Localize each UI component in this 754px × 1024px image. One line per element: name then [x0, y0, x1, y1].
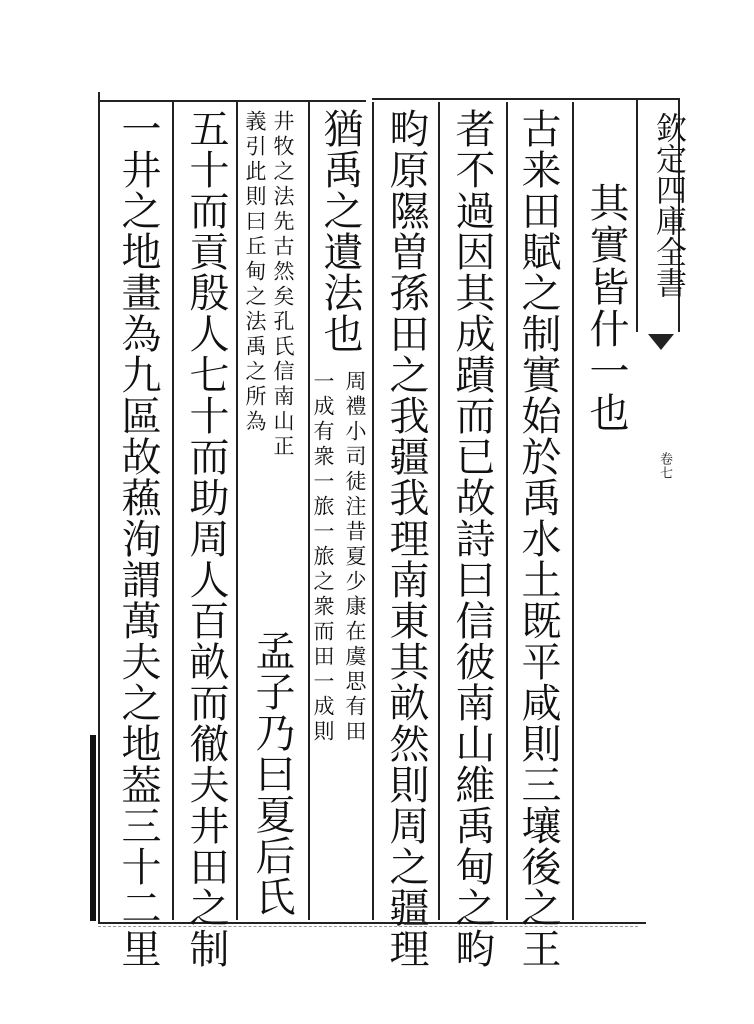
column-divider [438, 102, 440, 920]
column-divider [572, 102, 574, 920]
top-rule-right [372, 98, 638, 100]
text-column-3: 畇原隰曽孫田之我疆我理南東其畝然則周之疆理 [383, 108, 429, 969]
column-divider [372, 102, 374, 920]
text-column-5: 孟子乃曰夏后氏 [249, 630, 295, 917]
text-column-6: 五十而貢殷人七十而助周人百畝而徹夫井田之制 [183, 108, 229, 969]
column-divider [172, 102, 174, 920]
annotation-column-4a: 周禮小司徒注昔夏少康在虞思有田 [343, 370, 367, 745]
column-divider [308, 102, 310, 920]
column-divider [506, 102, 508, 920]
text-column-4: 猶禹之遺法也 [317, 108, 363, 354]
text-column-1: 古来田賦之制實始於禹水土既平咸則三壤後之王 [515, 108, 561, 969]
column-divider [236, 102, 238, 920]
top-rule-left [98, 100, 366, 102]
annotation-column-5a: 井牧之法先古然矣孔氏信南山正 [271, 110, 295, 460]
margin-title: 欽定四庫全書 [650, 112, 686, 298]
juan-number: 卷七 [657, 452, 672, 480]
fishtail-mark [648, 334, 674, 350]
annotation-column-5b: 義引此則曰丘甸之法禹之所為 [243, 110, 267, 435]
text-column-7: 一井之地畫為九區故蘓洵謂萬夫之地葢三十二里 [115, 108, 161, 969]
annotation-column-4b: 一成有衆一旅一旅之衆而田一成則 [311, 370, 335, 745]
bottom-dotted-rule [98, 926, 638, 927]
heading-column: 其實皆什一也 [583, 182, 629, 434]
binding-bar [90, 735, 96, 921]
text-column-2: 者不過因其成蹟而已故詩曰信彼南山維禹甸之畇 [449, 108, 495, 969]
